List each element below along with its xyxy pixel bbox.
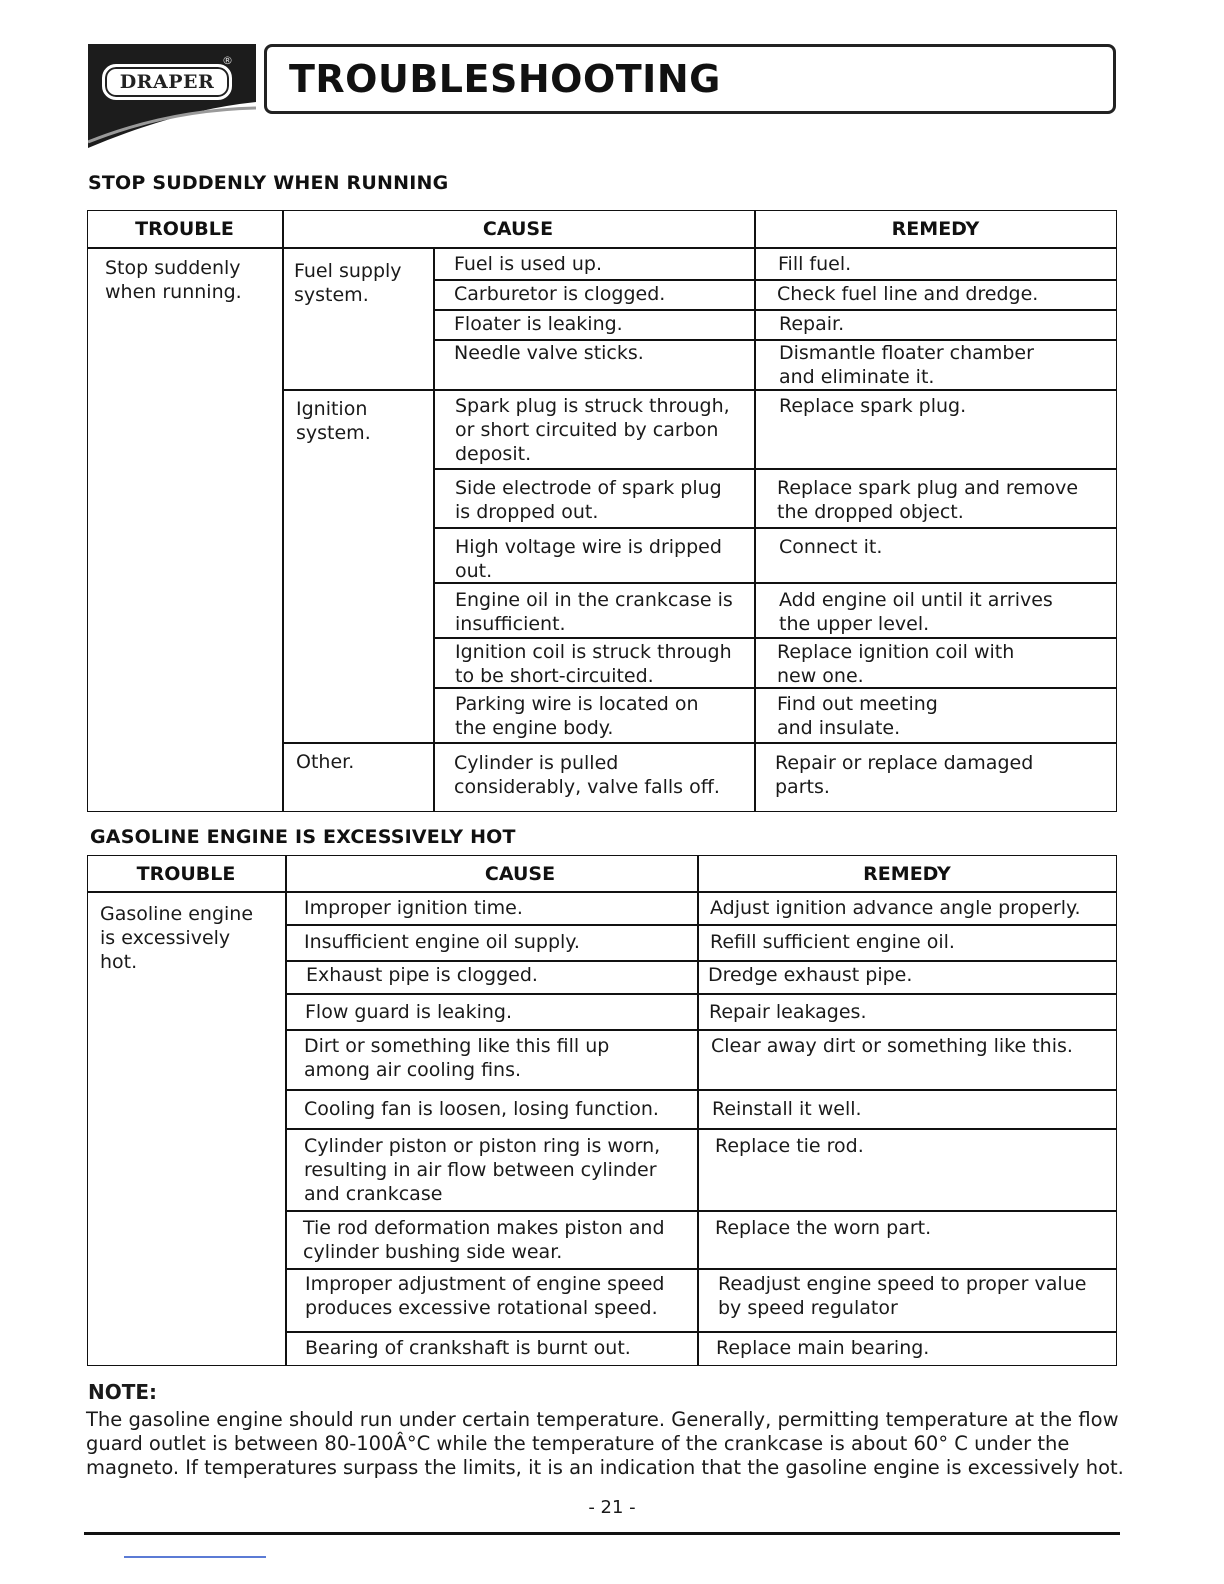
remedy-cell: Clear away dirt or something like this. [711, 1035, 1073, 1057]
cause-cell: Engine oil in the crankcase is insufficient. [455, 589, 733, 635]
section-heading-stop-suddenly: STOP SUDDENLY WHEN RUNNING [88, 172, 449, 194]
cause-cell: Floater is leaking. [454, 313, 623, 335]
header-cause: CAUSE [484, 863, 556, 885]
cause-cell: Side electrode of spark plug is dropped out. [455, 477, 722, 523]
remedy-cell: Dredge exhaust pipe. [708, 964, 913, 986]
remedy-cell: Fill fuel. [778, 253, 852, 275]
cause-cell: Improper ignition time. [304, 897, 523, 919]
remedy-cell: Replace the worn part. [715, 1217, 932, 1239]
cause-cell: Exhaust pipe is clogged. [306, 964, 538, 986]
cause-cell: Cylinder is pulled considerably, valve falls off. [454, 752, 720, 798]
cause-cell: Bearing of crankshaft is burnt out. [305, 1337, 631, 1359]
cause-cell: Fuel is used up. [454, 253, 603, 275]
remedy-cell: Find out meeting and insulate. [777, 693, 938, 739]
note-heading: NOTE: [88, 1380, 158, 1404]
cause-cell: Ignition coil is struck through to be short-circuited. [455, 641, 732, 687]
header-trouble: TROUBLE [136, 863, 236, 885]
remedy-cell: Connect it. [779, 536, 883, 558]
page-title: TROUBLESHOOTING [289, 57, 721, 101]
remedy-cell: Reinstall it well. [712, 1098, 862, 1120]
remedy-cell: Replace spark plug. [779, 395, 967, 417]
cause-cell: Tie rod deformation makes piston and cylinder bushing side wear. [303, 1217, 665, 1263]
page-title-box [264, 44, 1116, 114]
cause-cell: Carburetor is clogged. [454, 283, 666, 305]
cause-cell: Dirt or something like this fill up among air cooling fins. [304, 1035, 610, 1081]
header-remedy: REMEDY [891, 218, 980, 240]
cause-cell: High voltage wire is dripped out. [455, 536, 722, 582]
draper-logo [88, 44, 256, 148]
cause-cell: Flow guard is leaking. [305, 1001, 512, 1023]
remedy-cell: Repair. [779, 313, 845, 335]
remedy-cell: Repair leakages. [709, 1001, 867, 1023]
trouble-cell: Stop suddenly when running. [105, 257, 242, 303]
remedy-cell: Check fuel line and dredge. [777, 283, 1039, 305]
page-number: - 21 - [588, 1497, 636, 1518]
cause-group-other: Other. [296, 751, 355, 773]
remedy-cell: Replace tie rod. [715, 1135, 864, 1157]
cause-cell: Spark plug is struck through, or short circuited by carbon deposit. [455, 395, 730, 465]
header-cause: CAUSE [482, 218, 554, 240]
footer-rule [84, 1532, 1120, 1535]
footer-link-underline [124, 1556, 266, 1558]
section-heading-excessively-hot: GASOLINE ENGINE IS EXCESSIVELY HOT [90, 826, 516, 848]
cause-cell: Parking wire is located on the engine body. [455, 693, 699, 739]
remedy-cell: Replace spark plug and remove the dropped object. [777, 477, 1079, 523]
header-remedy: REMEDY [863, 863, 951, 885]
registered-mark: ® [222, 54, 233, 67]
remedy-cell: Add engine oil until it arrives the upper level. [779, 589, 1053, 635]
remedy-cell: Refill sufficient engine oil. [710, 931, 955, 953]
remedy-cell: Dismantle floater chamber and eliminate it. [779, 342, 1034, 388]
remedy-cell: Replace ignition coil with new one. [777, 641, 1015, 687]
cause-cell: Needle valve sticks. [454, 342, 644, 364]
cause-group-ignition: Ignition system. [296, 398, 371, 444]
brand-badge: DRAPER [102, 64, 232, 100]
cause-cell: Improper adjustment of engine speed produces excessive rotational speed. [305, 1273, 665, 1319]
remedy-cell: Readjust engine speed to proper value by speed regulator [718, 1273, 1087, 1319]
note-text: The gasoline engine should run under certain temperature. Generally, permitting temperature at the flow guard outlet is between 80-100Â°C while the temperature of the crankcase is about 60° C under the magneto. If temperatures surpass the limits, it is an indication that the gasoline engine is excessively hot. [86, 1408, 1124, 1479]
trouble-cell: Gasoline engine is excessively hot. [100, 903, 254, 973]
cause-cell: Insufficient engine oil supply. [304, 931, 580, 953]
cause-cell: Cylinder piston or piston ring is worn, resulting in air flow between cylinder and crankcase [304, 1135, 661, 1205]
cause-cell: Cooling fan is loosen, losing function. [304, 1098, 659, 1120]
remedy-cell: Replace main bearing. [716, 1337, 930, 1359]
cause-group-fuel: Fuel supply system. [294, 260, 402, 306]
remedy-cell: Repair or replace damaged parts. [775, 752, 1034, 798]
remedy-cell: Adjust ignition advance angle properly. [710, 897, 1081, 919]
header-trouble: TROUBLE [135, 218, 234, 240]
